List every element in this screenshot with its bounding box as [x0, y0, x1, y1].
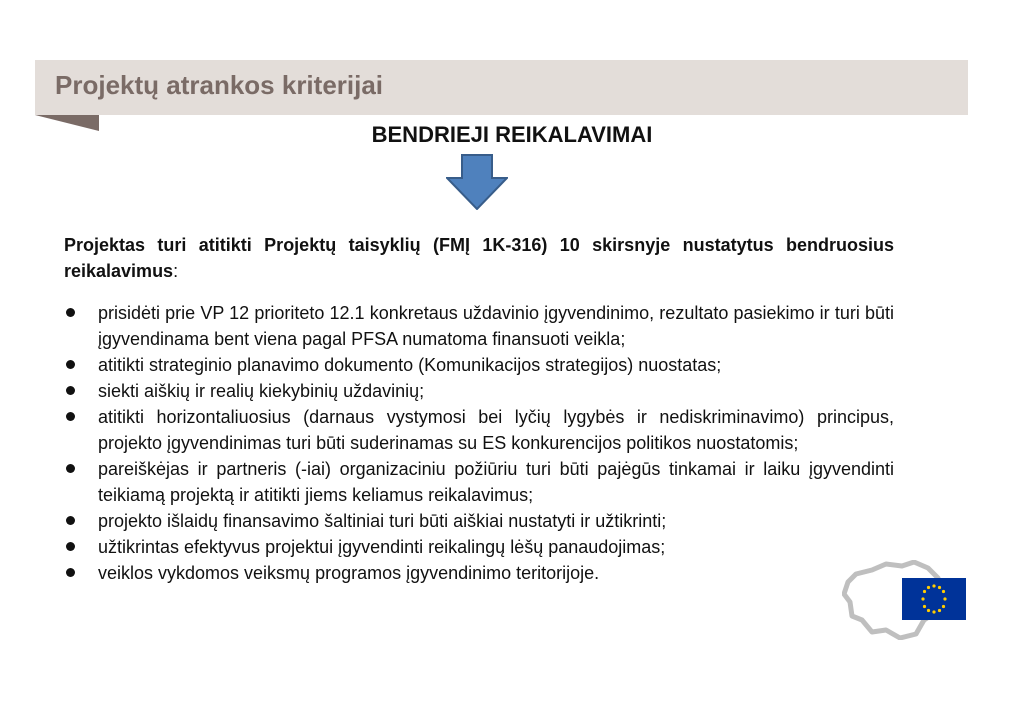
bullet-icon	[66, 568, 75, 577]
list-item: prisidėti prie VP 12 prioriteto 12.1 konkretaus uždavinio įgyvendinimo, rezultato pasiekimo ir turi būti įgyvendinama bent viena pagal PFSA numatoma finansuoti veikla;	[64, 300, 894, 352]
intro-suffix: :	[173, 261, 179, 281]
list-item: veiklos vykdomos veiksmų programos įgyvendinimo teritorijoje.	[64, 560, 894, 586]
list-item: užtikrintas efektyvus projektui įgyvendinti reikalingų lėšų panaudojimas;	[64, 534, 894, 560]
list-item: pareiškėjas ir partneris (-iai) organizaciniu požiūriu turi būti pajėgūs tinkamai ir laiku įgyvendinti teikiamą projektą ir atitikti jiems keliamus reikalavimus;	[64, 456, 894, 508]
list-item: atitikti strateginio planavimo dokumento (Komunikacijos strategijos) nuostatas;	[64, 352, 894, 378]
intro-bold-text: Projektas turi atitikti Projektų taisyklių (FMĮ 1K-316) 10 skirsnyje nustatytus bendruosius reikalavimus	[64, 235, 894, 281]
intro-paragraph	[64, 232, 894, 284]
lithuania-eu-flag-logo	[842, 560, 970, 640]
bullet-icon	[66, 412, 75, 421]
bullet-icon	[66, 542, 75, 551]
bullet-icon	[66, 516, 75, 525]
section-heading: BENDRIEJI REIKALAVIMAI	[371, 122, 653, 147]
slide-title: Projektų atrankos kriterijai	[55, 70, 384, 100]
bullet-icon	[66, 464, 75, 473]
bullet-icon	[66, 308, 75, 317]
bullet-icon	[66, 360, 75, 369]
eu-flag-icon	[902, 578, 966, 620]
bullet-icon	[66, 386, 75, 395]
list-item: atitikti horizontaliuosius (darnaus vystymosi bei lyčių lygybės ir nediskriminavimo) principus, projekto įgyvendinimas turi būti suderinamas su ES konkurencijos politikos nuostatomis;	[64, 404, 894, 456]
down-arrow-icon	[446, 154, 508, 210]
title-bar	[35, 60, 968, 115]
requirements-list	[64, 300, 894, 586]
list-item: siekti aiškių ir realių kiekybinių uždavinių;	[64, 378, 894, 404]
list-item: projekto išlaidų finansavimo šaltiniai turi būti aiškiai nustatyti ir užtikrinti;	[64, 508, 894, 534]
